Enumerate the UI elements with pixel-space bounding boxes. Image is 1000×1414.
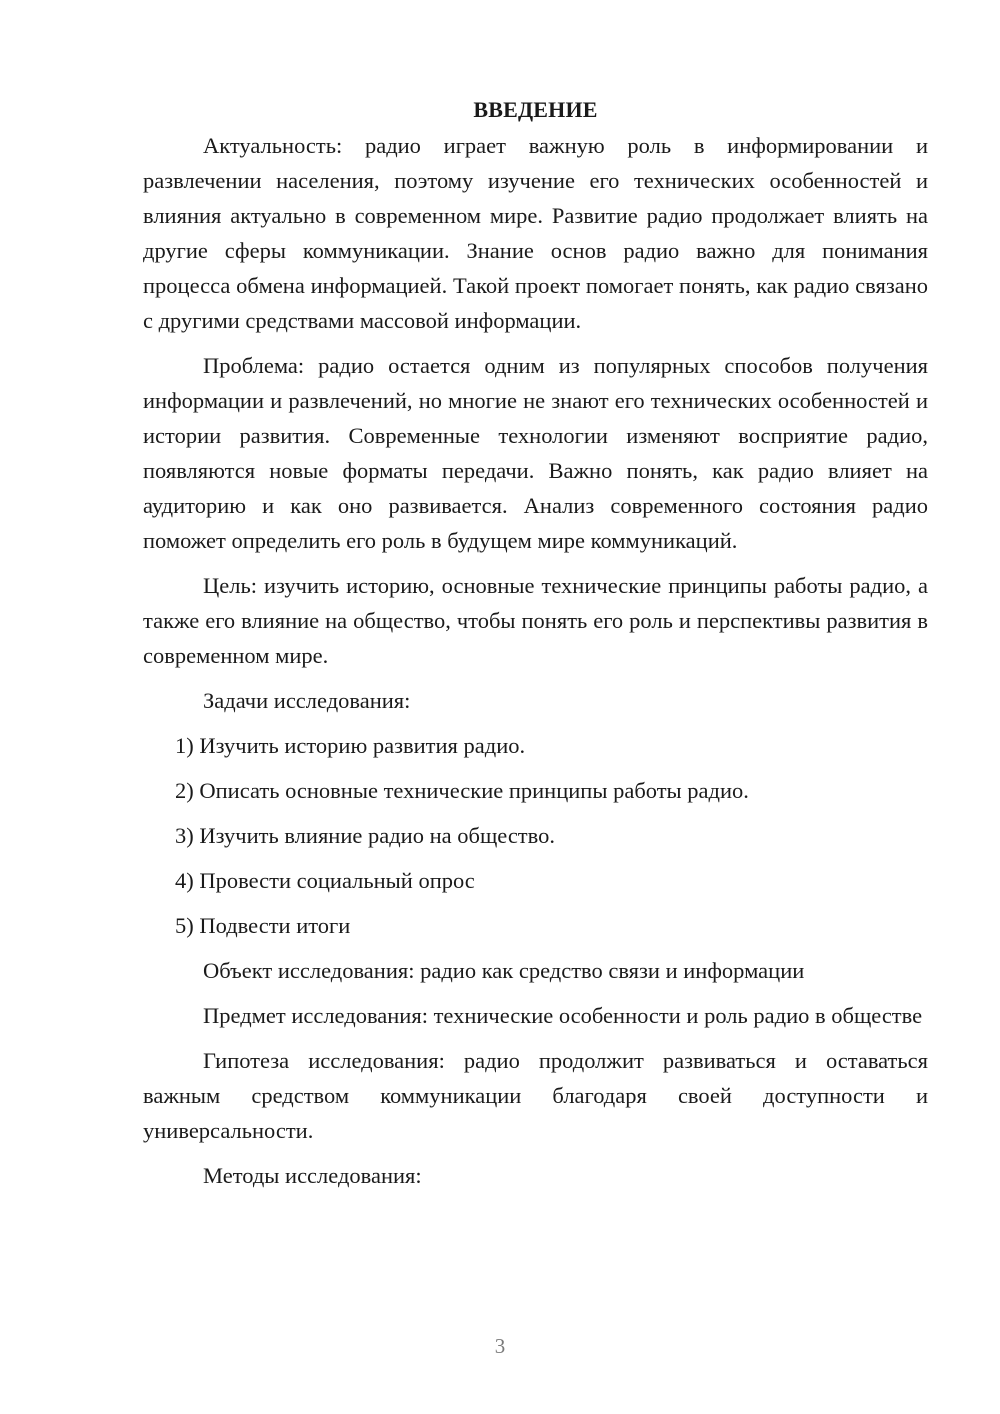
task-item: 5) Подвести итоги bbox=[175, 913, 351, 938]
document-page bbox=[143, 94, 928, 1203]
problem-paragraph: Проблема: радио остается одним из популярных способов получения информации и развлечений, но многие не знают его технических особенностей и истории развития. Современные технологии изменяют восприятие радио, появляются новые форматы передачи. Важно понять, как радио влияет на аудиторию и как оно развивается. Анализ современного состояния радио поможет определить его роль в будущем мире коммуникаций. bbox=[143, 353, 928, 553]
task-item: 4) Провести социальный опрос bbox=[175, 868, 475, 893]
task-item: 3) Изучить влияние радио на общество. bbox=[175, 823, 555, 848]
task-item: 1) Изучить историю развития радио. bbox=[175, 733, 526, 758]
object-paragraph: Объект исследования: радио как средство связи и информации bbox=[203, 958, 805, 983]
task-item: 2) Описать основные технические принципы работы радио. bbox=[175, 778, 749, 803]
relevance-paragraph: Актуальность: радио играет важную роль в информировании и развлечении населения, поэтому изучение его технических особенностей и влияния актуально в современном мире. Развитие радио продолжает влиять на другие сферы коммуникации. Знание основ радио важно для понимания процесса обмена информацией. Такой проект помогает понять, как радио связано с другими средствами массовой информации. bbox=[143, 133, 928, 333]
tasks-label: Задачи исследования: bbox=[203, 688, 411, 713]
methods-label: Методы исследования: bbox=[203, 1163, 422, 1188]
hypothesis-paragraph: Гипотеза исследования: радио продолжит развиваться и оставаться важным средством коммуникации благодаря своей доступности и универсальности. bbox=[143, 1048, 928, 1143]
section-heading: ВВЕДЕНИЕ bbox=[473, 97, 598, 122]
goal-paragraph: Цель: изучить историю, основные технические принципы работы радио, а также его влияние на общество, чтобы понять его роль и перспективы развития в современном мире. bbox=[143, 573, 928, 668]
tasks-list bbox=[143, 728, 928, 943]
page-number: 3 bbox=[494, 1334, 506, 1358]
subject-paragraph: Предмет исследования: технические особенности и роль радио в обществе bbox=[203, 1003, 923, 1028]
